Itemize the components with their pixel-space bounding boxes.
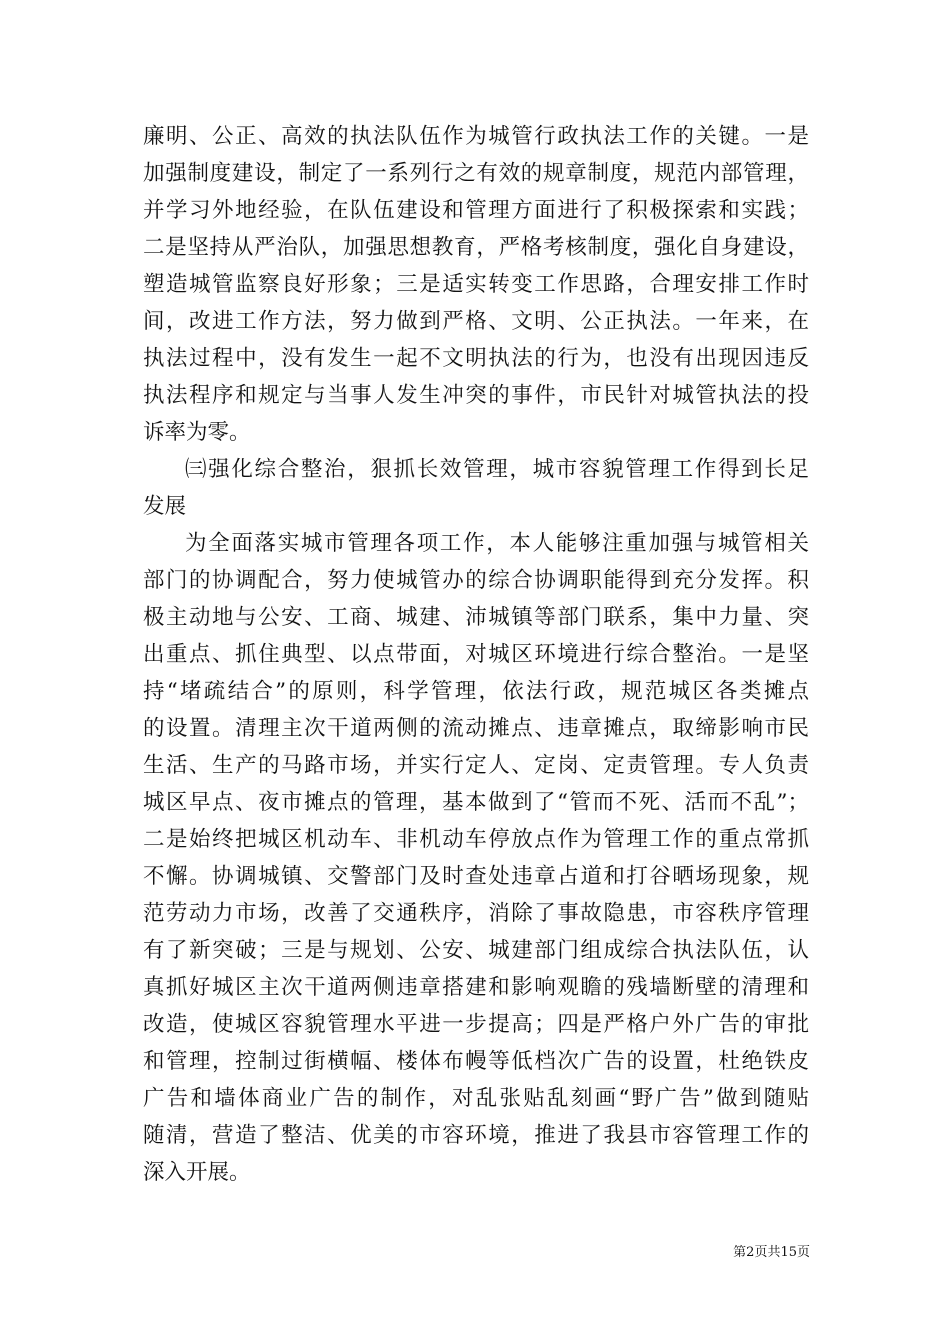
text-line: 和管理，控制过街横幅、楼体布幔等低档次广告的设置，杜绝铁皮 xyxy=(143,1049,809,1074)
text-line: 执法程序和规定与当事人发生冲突的事件，市民针对城管执法的投 xyxy=(143,383,809,408)
text-line: 真抓好城区主次干道两侧违章搭建和影响观瞻的残墙断壁的清理和 xyxy=(143,975,809,1000)
text-line: 持“堵疏结合”的原则，科学管理，依法行政，规范城区各类摊点 xyxy=(143,679,809,704)
text-line: 出重点、抓住典型、以点带面，对城区环境进行综合整治。一是坚 xyxy=(143,642,809,667)
page-number: 第2页共15页 xyxy=(733,1245,810,1260)
text-line: 随清，营造了整洁、优美的市容环境，推进了我县市容管理工作的 xyxy=(143,1123,809,1148)
text-line: 极主动地与公安、工商、城建、沛城镇等部门联系，集中力量、突 xyxy=(143,605,809,630)
text-line: 诉率为零。 xyxy=(143,420,251,445)
paragraph-city-appearance xyxy=(143,525,809,1191)
text-line: 广告和墙体商业广告的制作，对乱张贴乱刻画“野广告”做到随贴 xyxy=(143,1086,809,1111)
text-line: 并学习外地经验，在队伍建设和管理方面进行了积极探索和实践； xyxy=(143,198,809,223)
text-line: 间，改进工作方法，努力做到严格、文明、公正执法。一年来，在 xyxy=(143,309,809,334)
text-line: 生活、生产的马路市场，并实行定人、定岗、定责管理。专人负责 xyxy=(143,753,809,778)
document-body xyxy=(143,118,809,1191)
text-line: 加强制度建设，制定了一系列行之有效的规章制度，规范内部管理， xyxy=(143,161,809,186)
text-line: 范劳动力市场，改善了交通秩序，消除了事故隐患，市容秩序管理 xyxy=(143,901,809,926)
text-line: 廉明、公正、高效的执法队伍作为城管行政执法工作的关键。一是 xyxy=(143,124,809,149)
section-heading xyxy=(143,451,809,525)
text-line: 为全面落实城市管理各项工作，本人能够注重加强与城管相关 xyxy=(185,531,809,556)
heading-line: ㈢强化综合整治，狠抓长效管理，城市容貌管理工作得到长足 xyxy=(185,457,809,482)
text-line: 部门的协调配合，努力使城管办的综合协调职能得到充分发挥。积 xyxy=(143,568,809,593)
text-line: 二是始终把城区机动车、非机动车停放点作为管理工作的重点常抓 xyxy=(143,827,809,852)
text-line: 不懈。协调城镇、交警部门及时查处违章占道和打谷晒场现象，规 xyxy=(143,864,809,889)
text-line: 二是坚持从严治队，加强思想教育，严格考核制度，强化自身建设， xyxy=(143,235,809,260)
text-line: 的设置。清理主次干道两侧的流动摊点、违章摊点，取缔影响市民 xyxy=(143,716,809,741)
text-line: 执法过程中，没有发生一起不文明执法的行为，也没有出现因违反 xyxy=(143,346,809,371)
heading-line: 发展 xyxy=(143,494,187,519)
text-line: 有了新突破；三是与规划、公安、城建部门组成综合执法队伍，认 xyxy=(143,938,809,963)
paragraph-execution-team xyxy=(143,118,809,451)
text-line: 城区早点、夜市摊点的管理，基本做到了“管而不死、活而不乱”； xyxy=(143,790,809,815)
text-line: 深入开展。 xyxy=(143,1160,251,1185)
text-line: 改造，使城区容貌管理水平进一步提高；四是严格户外广告的审批 xyxy=(143,1012,809,1037)
text-line: 塑造城管监察良好形象；三是适实转变工作思路，合理安排工作时 xyxy=(143,272,809,297)
